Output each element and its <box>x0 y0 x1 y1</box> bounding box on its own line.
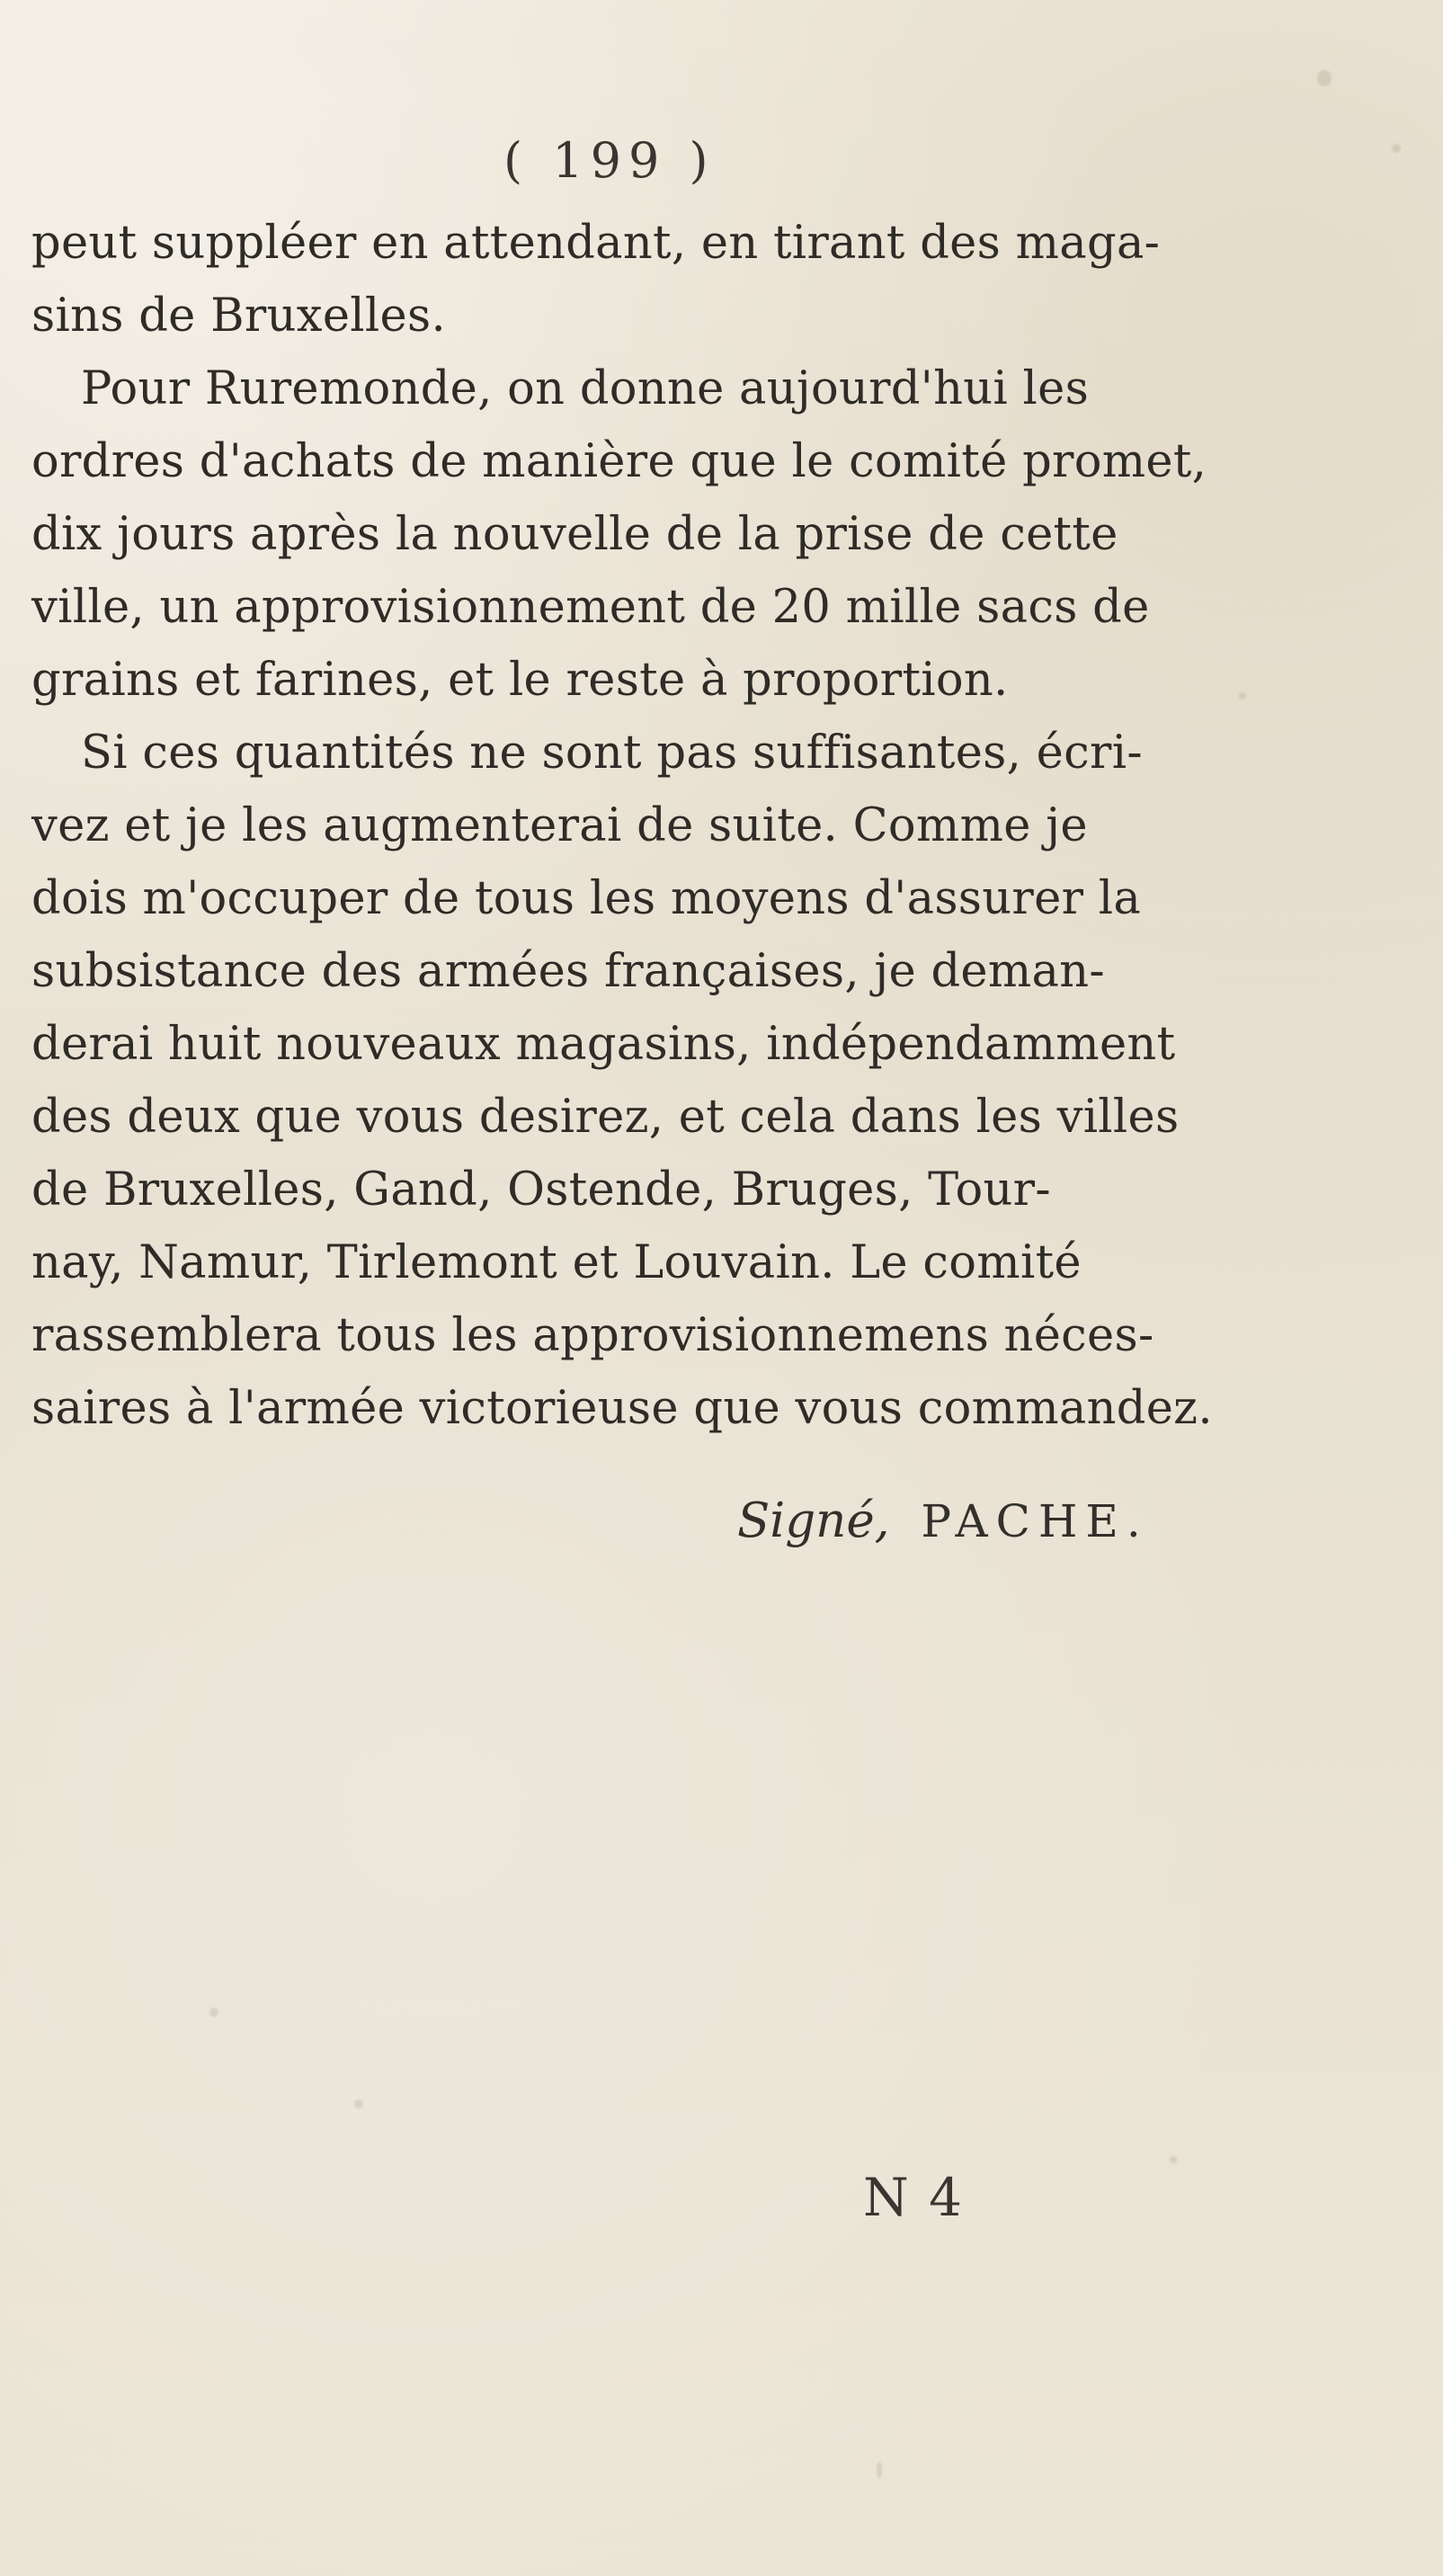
text-line: de Bruxelles, Gand, Ostende, Bruges, Tour- <box>31 1163 1051 1217</box>
signature-line <box>737 1493 1149 1548</box>
paper-spot <box>877 2462 882 2478</box>
page-number: ( 199 ) <box>503 132 716 189</box>
text-line: derai huit nouveaux magasins, indépendamment <box>31 1018 1176 1071</box>
paper-spot <box>209 2008 218 2017</box>
paper-spot <box>354 2099 363 2108</box>
text-line: Si ces quantités ne sont pas suffisantes, écri- <box>81 726 1143 780</box>
body-text <box>31 207 1213 1445</box>
paper-spot <box>1239 692 1246 700</box>
text-line: grains et farines, et le reste à proportion. <box>31 654 1009 707</box>
text-line: ville, un approvisionnement de 20 mille sacs de <box>31 581 1150 634</box>
text-line: nay, Namur, Tirlemont et Louvain. Le comité <box>31 1236 1082 1289</box>
text-line: rassemblera tous les approvisionnemens néces- <box>31 1309 1154 1362</box>
text-line: dois m'occuper de tous les moyens d'assurer la <box>31 872 1142 925</box>
text-line: Pour Ruremonde, on donne aujourd'hui les <box>81 362 1090 415</box>
text-line: ordres d'achats de manière que le comité promet, <box>31 435 1207 488</box>
paper-spot <box>1392 144 1401 153</box>
text-line: saires à l'armée victorieuse que vous commandez. <box>31 1382 1213 1435</box>
text-line: dix jours après la nouvelle de la prise de cette <box>31 508 1118 561</box>
text-line: des deux que vous desirez, et cela dans les villes <box>31 1091 1180 1144</box>
paper-spot <box>1317 70 1332 86</box>
text-line: subsistance des armées françaises, je deman- <box>31 945 1105 998</box>
signature-label: Signé, <box>737 1493 890 1548</box>
text-line: sins de Bruxelles. <box>31 290 446 343</box>
text-line: vez et je les augmenterai de suite. Comme je <box>31 799 1088 852</box>
signature-mark: N 4 <box>863 2167 965 2228</box>
text-line: peut suppléer en attendant, en tirant des maga- <box>31 217 1161 270</box>
paper-spot <box>1170 2156 1177 2163</box>
signature-name: PACHE. <box>921 1495 1149 1547</box>
